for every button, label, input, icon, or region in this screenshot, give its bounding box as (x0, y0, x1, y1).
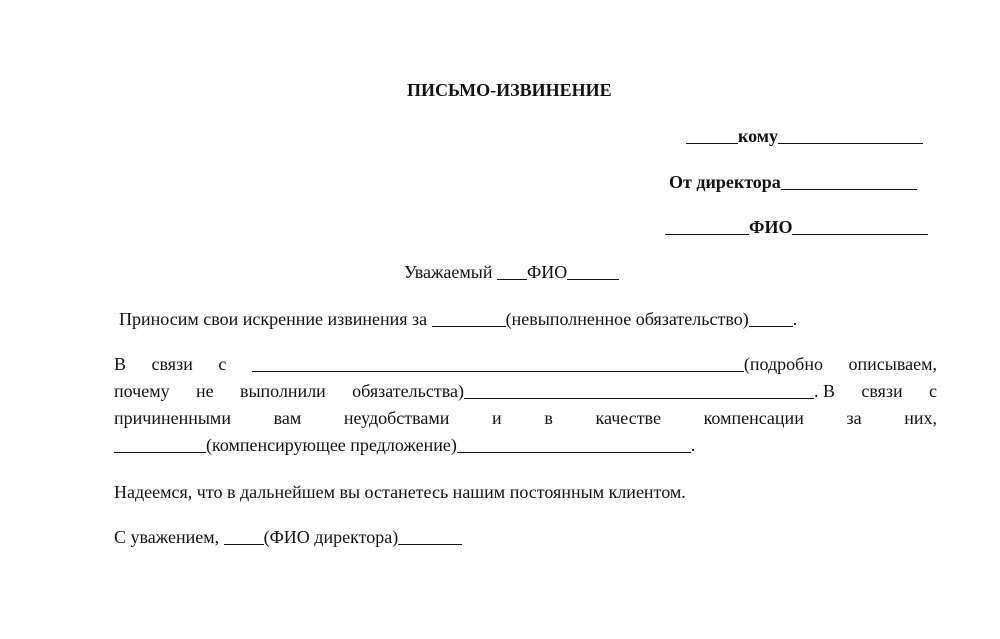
recipient-label: кому (738, 126, 779, 146)
apology-line (119, 308, 797, 330)
reason-word: них, (904, 408, 937, 428)
reason-blank-2[interactable] (464, 382, 814, 399)
salutation-text: Уважаемый (404, 262, 493, 282)
reason-word: причиненными (114, 408, 231, 428)
reason-word: с (218, 354, 227, 374)
document-title (407, 79, 612, 101)
reason-word: вам (273, 408, 302, 428)
recipient-blank[interactable] (778, 127, 923, 144)
apology-placeholder: (невыполненное обязательство) (505, 309, 749, 329)
apology-suffix-blank[interactable] (749, 310, 793, 327)
from-director-label: От директора (669, 172, 781, 192)
recipient-line (686, 125, 923, 147)
reason-word: качестве (595, 408, 661, 428)
document-title-text: ПИСЬМО-ИЗВИНЕНИЕ (407, 80, 612, 100)
compensation-prefix-blank[interactable] (114, 436, 206, 453)
reason-word: связи (151, 354, 193, 374)
closing-prefix-blank[interactable] (224, 528, 264, 545)
reason-word: и (492, 408, 502, 428)
hope-text: Надеемся, что в дальнейшем вы останетесь нашим постоянным клиентом. (114, 482, 686, 502)
reason-blank[interactable] (252, 355, 744, 372)
reason-word: с (928, 381, 937, 401)
director-name-prefix-blank[interactable] (665, 218, 749, 235)
compensation-suffix-blank[interactable] (457, 436, 691, 453)
recipient-prefix-blank[interactable] (686, 127, 738, 144)
reason-word: В (114, 354, 127, 374)
reason-word: выполнили (239, 381, 326, 401)
closing-line (114, 526, 462, 548)
compensation-period: . (690, 435, 696, 455)
reason-line-1 (114, 353, 937, 375)
closing-suffix-blank[interactable] (398, 528, 462, 545)
reason-word: компенсации (703, 408, 804, 428)
director-name-blank[interactable] (792, 218, 928, 235)
from-director-blank[interactable] (781, 173, 917, 190)
reason-word: связи (861, 381, 903, 401)
salutation-suffix-blank[interactable] (567, 263, 619, 280)
hope-line (114, 481, 686, 503)
salutation-line (404, 261, 619, 283)
closing-placeholder: (ФИО директора) (263, 527, 399, 547)
apology-period: . (792, 309, 798, 329)
reason-line-2 (114, 380, 937, 402)
reason-word: не (195, 381, 214, 401)
reason-placeholder-2: обязательства) (352, 381, 464, 401)
reason-word: в (544, 408, 553, 428)
reason-word: неудобствами (343, 408, 450, 428)
director-name-line (665, 216, 928, 238)
reason-word: описываем, (848, 354, 937, 374)
from-director-line (669, 171, 917, 193)
closing-text: С уважением, (114, 527, 220, 547)
salutation-prefix-blank[interactable] (497, 263, 527, 280)
apology-prefix-blank[interactable] (432, 310, 506, 327)
director-name-label: ФИО (749, 217, 793, 237)
reason-line-4 (114, 434, 695, 456)
apology-text: Приносим свои искренние извинения за (119, 309, 428, 329)
reason-word: почему (114, 381, 170, 401)
reason-word: за (846, 408, 862, 428)
compensation-placeholder: (компенсирующее предложение) (206, 435, 457, 455)
reason-line-3 (114, 407, 937, 429)
salutation-placeholder: ФИО (527, 262, 568, 282)
reason-word: . В (813, 381, 835, 401)
reason-placeholder: (подробно (743, 354, 823, 374)
